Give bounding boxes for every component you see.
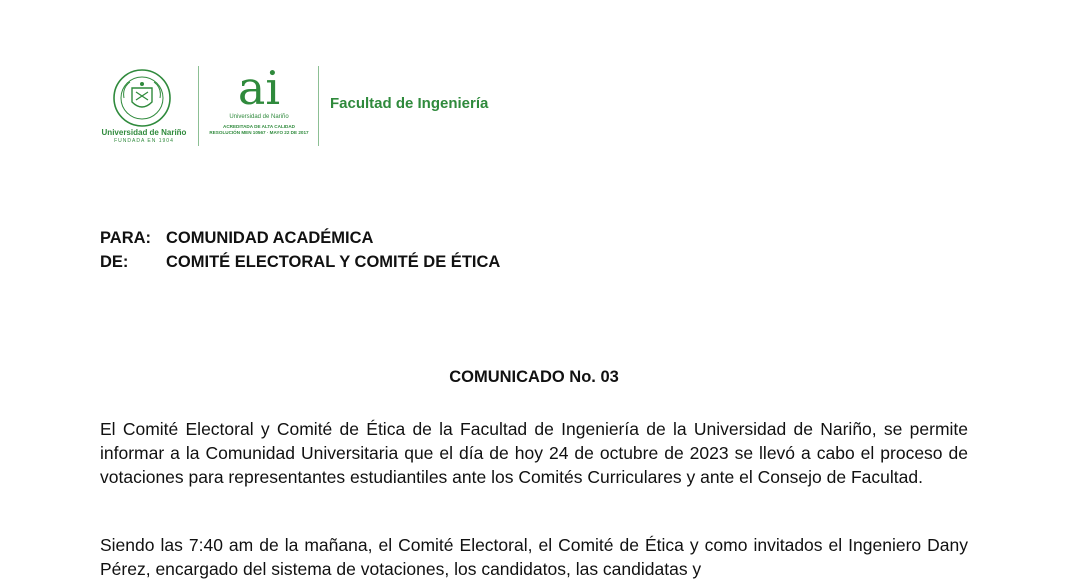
paragraph: Siendo las 7:40 am de la mañana, el Comité Electoral, el Comité de Ética y como invitados el Ingeniero Dany Pérez, encargado del sistema de votaciones, los candidatos, las candidatas y bbox=[100, 535, 968, 579]
paragraph: El Comité Electoral y Comité de Ética de la Facultad de Ingeniería de la Universidad de Nariño, se permite informar a la Comunidad Universitaria que el día de hoy 24 de octubre de 2023 se llevó a cabo el proceso de votaciones para representantes estudiantiles ante los Comités Curriculares y ante el Consejo de Facultad. bbox=[100, 419, 968, 487]
from-value: COMITÉ ELECTORAL Y COMITÉ DE ÉTICA bbox=[166, 253, 501, 271]
to-value: COMUNIDAD ACADÉMICA bbox=[166, 229, 374, 247]
accreditation-line-1: ACREDITADA DE ALTA CALIDAD bbox=[223, 124, 295, 129]
to-row bbox=[100, 226, 500, 250]
university-name: Universidad de Nariño bbox=[101, 128, 187, 137]
recipients-block bbox=[100, 226, 500, 274]
ai-accreditation-text bbox=[204, 124, 314, 136]
ai-mark: ai bbox=[237, 64, 281, 114]
ai-university-name: Universidad de Nariño bbox=[229, 114, 289, 120]
accreditation-line-2: RESOLUCIÓN MEN 10567 · MAYO 22 DE 2017 bbox=[209, 130, 309, 135]
faculty-name: Facultad de Ingeniería bbox=[330, 95, 489, 112]
from-label: DE: bbox=[100, 253, 129, 271]
university-seal-icon bbox=[112, 68, 172, 128]
document-title: COMUNICADO No. 03 bbox=[449, 368, 619, 386]
university-founded: FUNDADA EN 1904 bbox=[114, 138, 174, 144]
to-label: PARA: bbox=[100, 229, 152, 247]
ai-accreditation-logo bbox=[228, 64, 290, 114]
from-row bbox=[100, 250, 500, 274]
header-divider bbox=[318, 66, 319, 146]
letterhead bbox=[98, 64, 528, 150]
header-divider bbox=[198, 66, 199, 146]
